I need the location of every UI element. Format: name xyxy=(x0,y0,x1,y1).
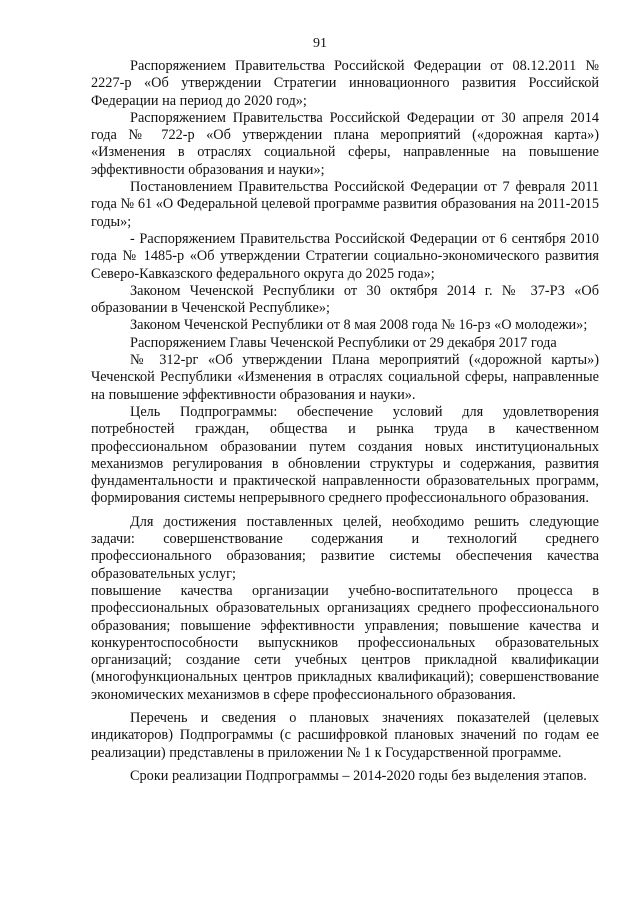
paragraph-decree-innovation-strategy: Распоряжением Правительства Российской Федерации от 08.12.2011 № 2227-р «Об утверждении Стратегии инновационного развития Российской Федерации на период до 2020 год»; xyxy=(91,58,599,109)
paragraph-implementation-period: Сроки реализации Подпрограммы – 2014-2020 годы без выделения этапов. xyxy=(130,767,587,784)
paragraph-subprogram-goal: Цель Подпрограммы: обеспечение условий для удовлетворения потребностей граждан, общества и рынка труда в качественном профессиональном образовании путем создания новых институциональных механизмов регулирования в обновлении структуры и содержания, развития фундаментальности и практической направленности образовательных программ, формирования системы непрерывного среднего профессионального образования. xyxy=(91,403,599,507)
paragraph-head-decree: Распоряжением Главы Чеченской Республики от 29 декабря 2017 года xyxy=(130,334,557,351)
paragraph-subprogram-tasks: Для достижения поставленных целей, необходимо решить следующие задачи: совершенствование содержания и технологий среднего профессионального образования; развитие системы обеспечения качества образовательных услуг; xyxy=(91,513,599,582)
paragraph-youth-law: Законом Чеченской Республики от 8 мая 2008 года № 16-рз «О молодежи»; xyxy=(130,317,588,334)
paragraph-federal-program: Постановлением Правительства Российской Федерации от 7 февраля 2011 года № 61 «О Федеральной целевой программе развития образования на 2011-2015 годы»; xyxy=(91,179,599,230)
paragraph-education-law: Законом Чеченской Республики от 30 октября 2014 г. № 37-РЗ «Об образовании в Чеченской Республике»; xyxy=(91,282,599,317)
paragraph-indicators: Перечень и сведения о плановых значениях показателей (целевых индикаторов) Подпрограммы (с расшифровкой плановых значений по годам ее реализации) представлены в приложении № 1 к Государственной программе. xyxy=(91,709,599,761)
paragraph-north-caucasus-strategy: - Распоряжением Правительства Российской Федерации от 6 сентября 2010 года № 1485-р «Об утверждении Стратегии социально-экономического развития Северо-Кавказского федерального округа до 2025 года»; xyxy=(91,230,599,282)
paragraph-head-decree-continued: № 312-рг «Об утверждении Плана мероприятий («дорожной карты») Чеченской Республики «Изменения в отраслях социальной сферы, направленные на повышение эффективности образования и науки». xyxy=(91,352,599,403)
document-body xyxy=(91,58,599,785)
paragraph-quality-improvement: повышение качества организации учебно-воспитательного процесса в профессиональных образовательных организациях среднего профессионального образования; повышение эффективности управления; повышение качества и конкурентоспособности выпускников профессиональных образовательных организаций; создание сети учебных центров прикладной квалификации (многофункциональных центров прикладных квалификаций); совершенствование экономических механизмов в сфере профессионального образования. xyxy=(91,582,599,703)
paragraph-decree-roadmap: Распоряжением Правительства Российской Федерации от 30 апреля 2014 года № 722-р «Об утверждении плана мероприятий («дорожная карта») «Изменения в отраслях социальной сферы, направленные на повышение эффективности образования и науки»; xyxy=(91,109,599,178)
page-number: 91 xyxy=(313,36,327,51)
